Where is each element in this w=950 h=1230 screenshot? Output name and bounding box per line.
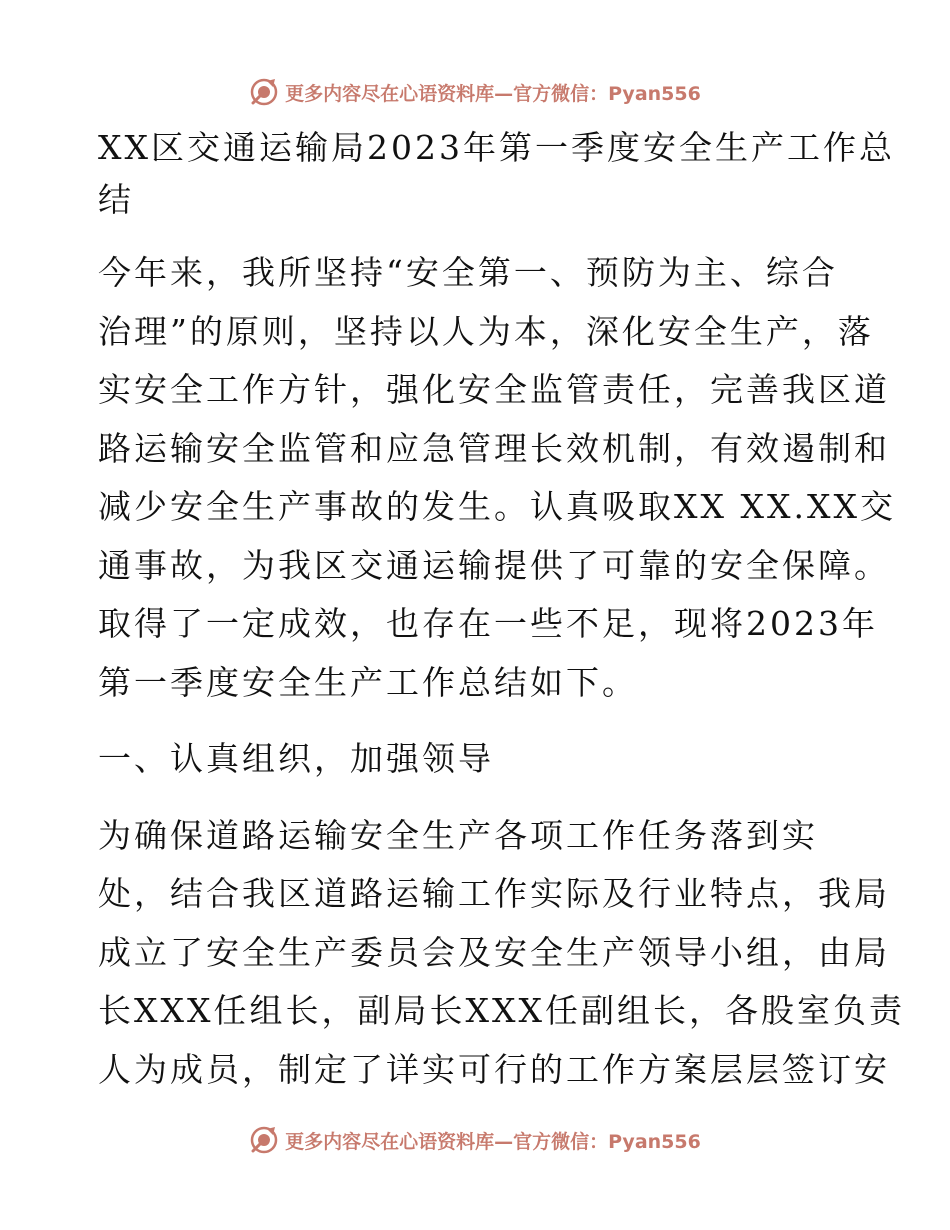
doc-title-line-2: 结 [98, 180, 134, 219]
document-body [98, 122, 905, 1099]
doc-title-line-1: XX区交通运输局2023年第一季度安全生产工作总 [98, 128, 895, 167]
section-heading-1: 一、认真组织，加强领导 [98, 739, 494, 778]
watermark-text: 更多内容尽在心语资料库—官方微信：Pyan556 [285, 1130, 701, 1153]
watermark-header [0, 72, 950, 112]
paragraph2-line-4: 长XXX任组长，副局长XXX任副组长，各股室负责 [98, 991, 905, 1030]
watermark-text: 更多内容尽在心语资料库—官方微信：Pyan556 [285, 82, 701, 105]
paragraph2-line-2: 处，结合我区道路运输工作实际及行业特点，我局 [98, 874, 890, 913]
pen-logo-icon [249, 77, 279, 107]
paragraph1-line-6: 通事故，为我区交通运输提供了可靠的安全保障。 [98, 545, 890, 585]
paragraph1-line-5: 减少安全生产事故的发生。认真吸取XX XX.XX交 [98, 487, 896, 526]
paragraph2-line-1: 为确保道路运输安全生产各项工作任务落到实 [98, 815, 818, 855]
paragraph1-line-8: 第一季度安全生产工作总结如下。 [98, 662, 638, 702]
paragraph2-line-3: 成立了安全生产委员会及安全生产领导小组，由局 [98, 932, 890, 972]
paragraph1-line-1: 今年来，我所坚持“安全第一、预防为主、综合 [98, 253, 838, 292]
paragraph1-line-4: 路运输安全监管和应急管理长效机制，有效遏制和 [98, 428, 890, 468]
paragraph1-line-3: 实安全工作方针，强化安全监管责任，完善我区道 [98, 370, 890, 409]
paragraph1-line-7: 取得了一定成效，也存在一些不足，现将2023年 [98, 604, 878, 643]
paragraph1-line-2: 治理”的原则，坚持以人为本，深化安全生产，落 [98, 311, 874, 351]
watermark-footer [0, 1120, 950, 1160]
pen-logo-icon [249, 1125, 279, 1155]
paragraph2-line-5: 人为成员，制定了详实可行的工作方案层层签订安 [98, 1049, 890, 1089]
